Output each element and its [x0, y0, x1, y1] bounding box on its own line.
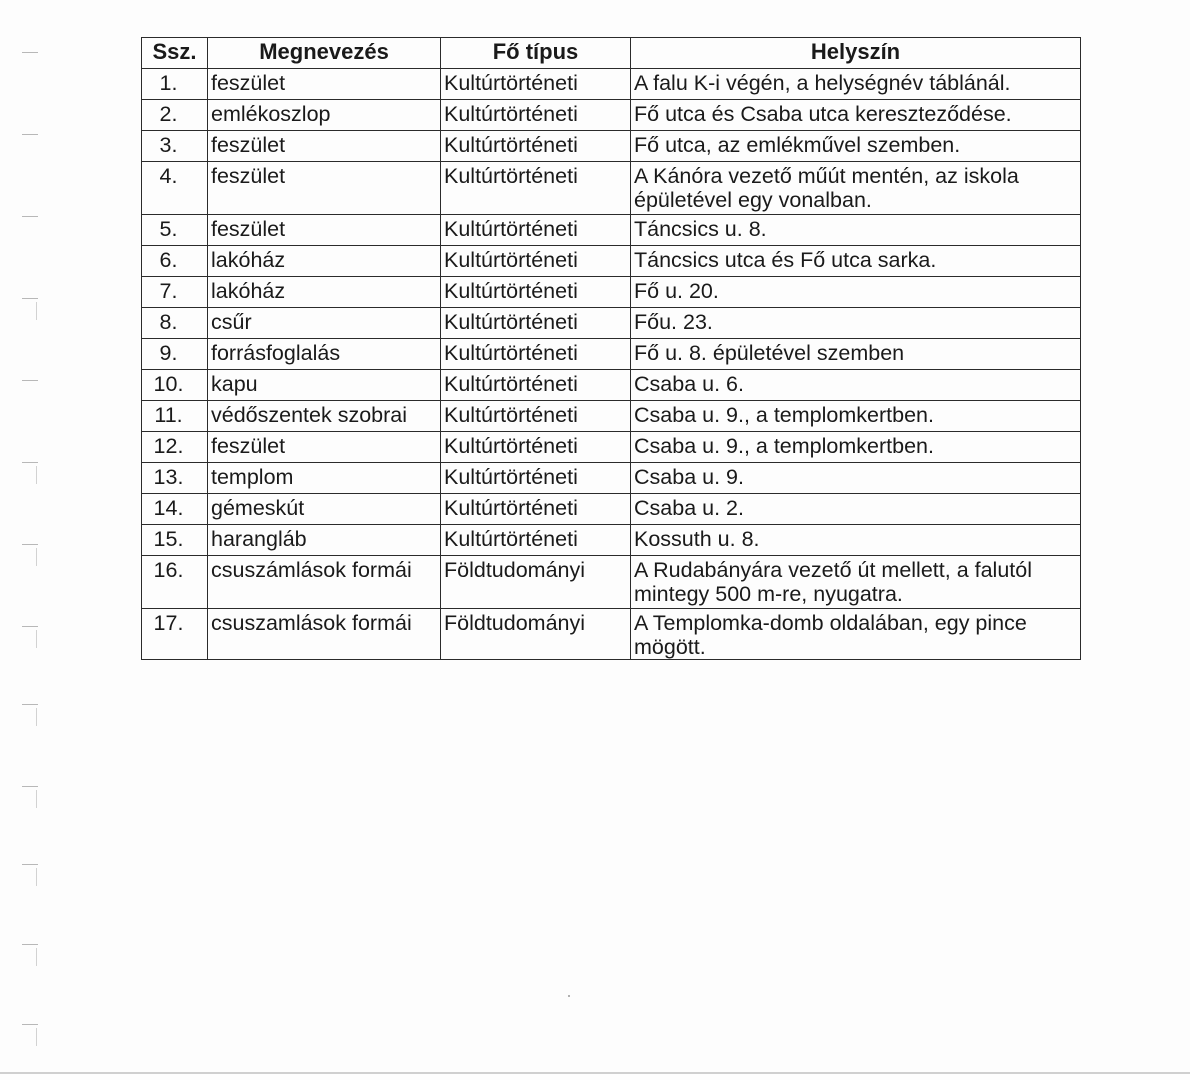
row-name: harangláb [208, 525, 441, 556]
row-location: Táncsics utca és Fő utca sarka. [631, 246, 1081, 277]
table-row [142, 246, 1081, 277]
margin-mark [22, 1024, 38, 1025]
row-main-type: Kultúrtörténeti [441, 463, 631, 494]
row-location: A Kánóra vezető műút mentén, az iskola épületével egy vonalban. [631, 162, 1081, 215]
table-row [142, 69, 1081, 100]
margin-mark [36, 466, 37, 484]
row-main-type: Kultúrtörténeti [441, 162, 631, 215]
row-main-type: Kultúrtörténeti [441, 525, 631, 556]
row-name: lakóház [208, 246, 441, 277]
row-main-type: Kultúrtörténeti [441, 308, 631, 339]
margin-mark [22, 298, 38, 299]
row-serial-number: 5. [142, 215, 208, 246]
margin-mark [36, 868, 37, 886]
row-serial-number: 1. [142, 69, 208, 100]
margin-mark [22, 944, 38, 945]
row-serial-number: 6. [142, 246, 208, 277]
table-row [142, 494, 1081, 525]
row-name: védőszentek szobrai [208, 401, 441, 432]
row-location: Kossuth u. 8. [631, 525, 1081, 556]
row-location: Fő u. 8. épületével szemben [631, 339, 1081, 370]
table-row [142, 463, 1081, 494]
row-location: Csaba u. 9., a templomkertben. [631, 401, 1081, 432]
margin-mark [22, 786, 38, 787]
row-serial-number: 9. [142, 339, 208, 370]
margin-mark [22, 52, 38, 53]
row-location: A Templomka-domb oldalában, egy pince mögött. [631, 609, 1081, 660]
row-name: forrásfoglalás [208, 339, 441, 370]
margin-mark [36, 708, 37, 726]
row-main-type: Kultúrtörténeti [441, 100, 631, 131]
row-main-type: Kultúrtörténeti [441, 69, 631, 100]
margin-mark [22, 544, 38, 545]
header-main-type: Fő típus [441, 38, 631, 69]
margin-mark [22, 704, 38, 705]
margin-mark [22, 380, 38, 381]
table-row [142, 525, 1081, 556]
table-row [142, 556, 1081, 609]
table-row [142, 215, 1081, 246]
row-main-type: Kultúrtörténeti [441, 494, 631, 525]
table-row [142, 370, 1081, 401]
table-row [142, 339, 1081, 370]
row-location: Csaba u. 9. [631, 463, 1081, 494]
row-name: feszület [208, 432, 441, 463]
row-serial-number: 17. [142, 609, 208, 660]
margin-mark [22, 864, 38, 865]
row-name: emlékoszlop [208, 100, 441, 131]
margin-mark [22, 462, 38, 463]
row-serial-number: 3. [142, 131, 208, 162]
row-name: templom [208, 463, 441, 494]
row-location: Főu. 23. [631, 308, 1081, 339]
row-main-type: Kultúrtörténeti [441, 277, 631, 308]
row-name: feszület [208, 69, 441, 100]
row-serial-number: 10. [142, 370, 208, 401]
row-serial-number: 12. [142, 432, 208, 463]
margin-mark [36, 790, 37, 808]
table-body [142, 69, 1081, 660]
margin-mark [22, 134, 38, 135]
scan-speck [568, 995, 570, 997]
header-name: Megnevezés [208, 38, 441, 69]
row-serial-number: 16. [142, 556, 208, 609]
table-header-row [142, 38, 1081, 69]
row-main-type: Kultúrtörténeti [441, 131, 631, 162]
binding-margin [0, 0, 60, 1080]
row-name: lakóház [208, 277, 441, 308]
row-name: gémeskút [208, 494, 441, 525]
row-name: csűr [208, 308, 441, 339]
table-row [142, 131, 1081, 162]
row-serial-number: 15. [142, 525, 208, 556]
table-row [142, 609, 1081, 660]
table-row [142, 162, 1081, 215]
row-location: Fő u. 20. [631, 277, 1081, 308]
row-main-type: Kultúrtörténeti [441, 215, 631, 246]
row-location: Csaba u. 9., a templomkertben. [631, 432, 1081, 463]
table-row [142, 401, 1081, 432]
row-name: feszület [208, 131, 441, 162]
table-row [142, 100, 1081, 131]
row-location: A Rudabányára vezető út mellett, a falutól mintegy 500 m-re, nyugatra. [631, 556, 1081, 609]
row-main-type: Kultúrtörténeti [441, 401, 631, 432]
row-location: Csaba u. 6. [631, 370, 1081, 401]
row-name: kapu [208, 370, 441, 401]
table-row [142, 277, 1081, 308]
row-main-type: Kultúrtörténeti [441, 432, 631, 463]
row-name: csuszámlások formái [208, 556, 441, 609]
table-row [142, 308, 1081, 339]
margin-mark [36, 1028, 37, 1046]
row-main-type: Földtudományi [441, 609, 631, 660]
heritage-sites-table [141, 37, 1081, 660]
row-location: Csaba u. 2. [631, 494, 1081, 525]
row-serial-number: 14. [142, 494, 208, 525]
row-main-type: Kultúrtörténeti [441, 339, 631, 370]
margin-mark [36, 948, 37, 966]
row-serial-number: 13. [142, 463, 208, 494]
row-serial-number: 2. [142, 100, 208, 131]
row-name: feszület [208, 215, 441, 246]
margin-mark [36, 302, 37, 320]
row-serial-number: 4. [142, 162, 208, 215]
margin-mark [36, 630, 37, 648]
row-name: feszület [208, 162, 441, 215]
row-location: Fő utca és Csaba utca kereszteződése. [631, 100, 1081, 131]
row-location: A falu K-i végén, a helységnév táblánál. [631, 69, 1081, 100]
row-main-type: Földtudományi [441, 556, 631, 609]
header-serial-number: Ssz. [142, 38, 208, 69]
margin-mark [36, 548, 37, 566]
row-serial-number: 11. [142, 401, 208, 432]
row-main-type: Kultúrtörténeti [441, 246, 631, 277]
row-main-type: Kultúrtörténeti [441, 370, 631, 401]
margin-mark [22, 216, 38, 217]
row-location: Táncsics u. 8. [631, 215, 1081, 246]
row-location: Fő utca, az emlékművel szemben. [631, 131, 1081, 162]
row-name: csuszamlások formái [208, 609, 441, 660]
row-serial-number: 8. [142, 308, 208, 339]
row-serial-number: 7. [142, 277, 208, 308]
page-bottom-edge [0, 1072, 1190, 1074]
margin-mark [22, 626, 38, 627]
header-location: Helyszín [631, 38, 1081, 69]
table-row [142, 432, 1081, 463]
